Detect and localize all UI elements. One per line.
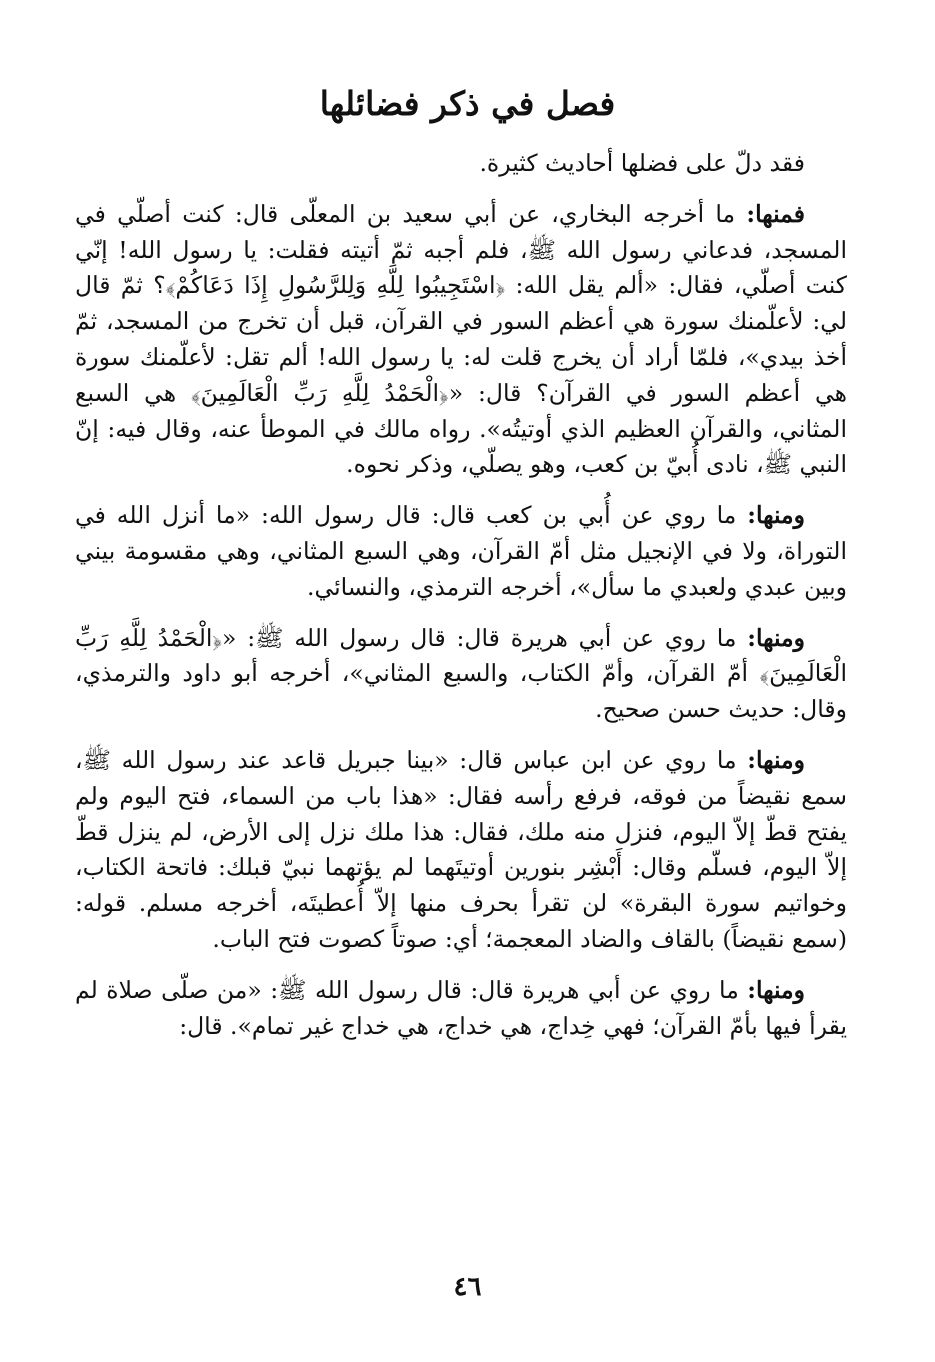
hadith-paragraph-2	[75, 498, 847, 605]
paragraph-lead: ومنها:	[747, 745, 805, 774]
chapter-title: فصل في ذكر فضائلها	[319, 84, 616, 123]
paragraph-lead: ومنها:	[747, 501, 805, 530]
hadith-paragraph-4	[75, 743, 847, 958]
paragraph-text: ما روي عن أُبي بن كعب قال: قال رسول الله: «ما أنزل الله في التوراة، ولا في الإنجيل مثل أمّ القرآن، وهي السبع المثاني، وهي مقسومة بيني وبين عبدي ولعبدي ما سأل»، أخرجه الترمذي، والنسائي.	[75, 501, 847, 601]
intro-paragraph: فقد دلّ على فضلها أحاديث كثيرة.	[479, 149, 805, 177]
page-body	[75, 146, 847, 1059]
paragraph-text: ما روي عن أبي هريرة قال: قال رسول الله ﷺ: «﴿الْحَمْدُ لِلَّهِ رَبِّ الْعَالَمِينَ﴾ أمّ القرآن، وأمّ الكتاب، والسبع المثاني»، أخرجه أبو داود والترمذي، وقال: حديث حسن صحيح.	[75, 623, 847, 724]
hadith-paragraph-3	[75, 621, 847, 728]
paragraph-lead: ومنها:	[747, 975, 805, 1004]
paragraph-lead: فمنها:	[746, 199, 805, 228]
paragraph-text: ما روي عن ابن عباس قال: «بينا جبريل قاعد عند رسول الله ﷺ، سمع نقيضاً من فوقه، فرفع رأسه فقال: «هذا باب من السماء، فتح اليوم ولم يفتح قطّ إلاّ اليوم، فنزل منه ملك، فقال: هذا ملك نزل إلى الأرض، لم ينزل قطّ إلاّ اليوم، فسلّم وقال: أَبْشِر بنورين أوتيتَهما لم يؤتهما نبيّ قبلك: فاتحة الكتاب، وخواتيم سورة البقرة» لن تقرأ بحرف منها إلاّ أُعطيتَه، أخرجه مسلم. قوله: (سمع نقيضاً) بالقاف والضاد المعجمة؛ أي: صوتاً كصوت فتح الباب.	[75, 745, 847, 953]
paragraph-text: ما روي عن أبي هريرة قال: قال رسول الله ﷺ: «من صلّى صلاة لم يقرأ فيها بأمّ القرآن؛ فهي خِداج، هي خداج، هي خداج غير تمام». قال:	[75, 975, 847, 1040]
hadith-paragraph-1	[75, 197, 847, 483]
paragraph-text: ما أخرجه البخاري، عن أبي سعيد بن المعلّى قال: كنت أصلّي في المسجد، فدعاني رسول الله ﷺ، فلم أجبه ثمّ أتيته فقلت: يا رسول الله! إنّي كنت أصلّي، فقال: «ألم يقل الله: ﴿اسْتَجِيبُوا لِلَّهِ وَلِلرَّسُولِ إِذَا دَعَاكُمْ﴾؟ ثمّ قال لي: لأعلّمنك سورة هي أعظم السور في القرآن، قبل أن تخرج من المسجد، ثمّ أخذ بيدي»، فلمّا أراد أن يخرج قلت له: يا رسول الله! ألم تقل: لأعلّمنك سورة هي أعظم السور في القرآن؟ قال: «﴿الْحَمْدُ لِلَّهِ رَبِّ الْعَالَمِينَ﴾ هي السبع المثاني، والقرآن العظيم الذي أوتيتُه». رواه مالك في الموطأ عنه، وقال فيه: إنّ النبي ﷺ، نادى أُبيّ بن كعب، وهو يصلّي، وذكر نحوه.	[75, 199, 847, 479]
hadith-paragraph-5	[75, 973, 847, 1045]
paragraph-lead: ومنها:	[747, 623, 805, 652]
page-number: ٤٦	[453, 1272, 482, 1302]
